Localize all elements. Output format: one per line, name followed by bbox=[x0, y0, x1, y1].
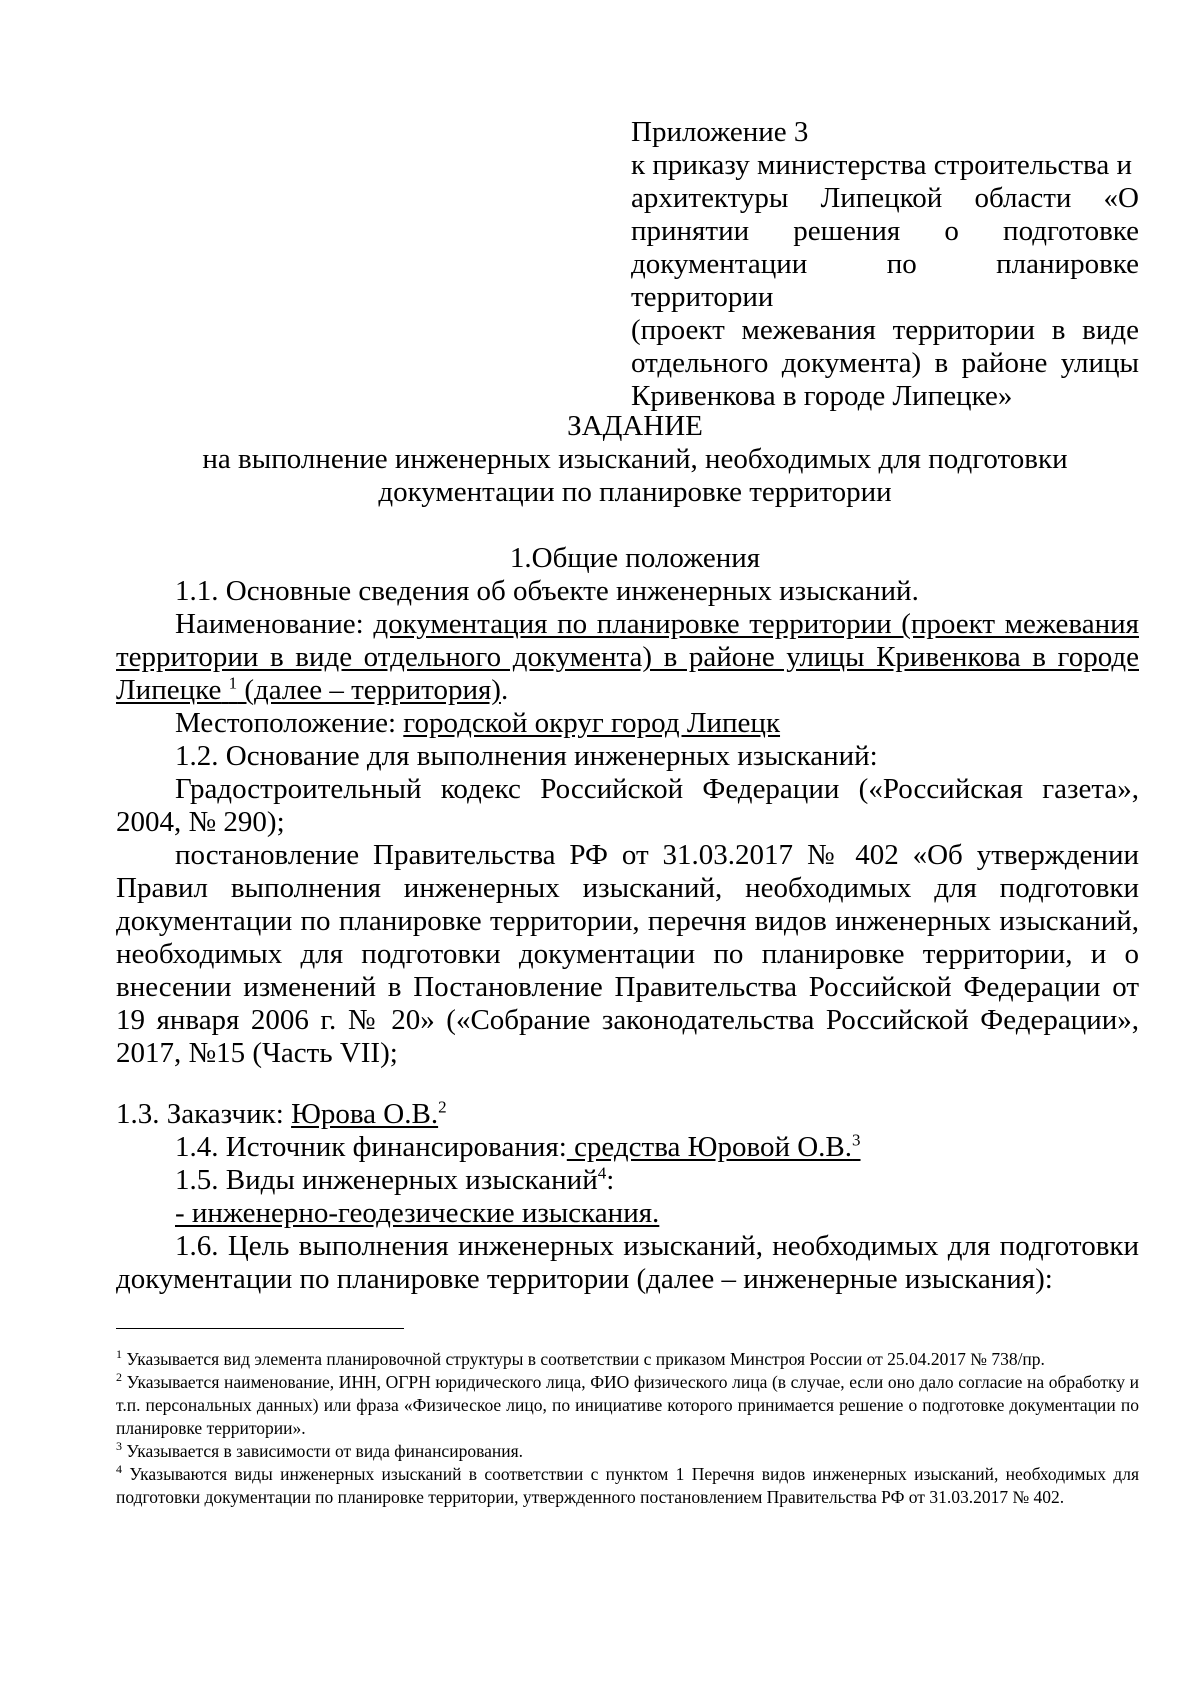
name-value-text: документация по планировке территории (проект межевания территории в виде отдельного документа) в районе улицы Кривенкова в городе Липецке bbox=[116, 608, 1139, 706]
footnote-2 bbox=[116, 1371, 1139, 1440]
funding-label: 1.4. Источник финансирования: bbox=[175, 1131, 567, 1163]
location-value: городской округ город Липецк bbox=[403, 707, 781, 739]
footnote-text: Указывается вид элемента планировочной структуры в соответствии с приказом Минстроя России от 25.04.2017 № 738/пр. bbox=[122, 1349, 1045, 1369]
section-body bbox=[116, 575, 1139, 1296]
paragraph-funding bbox=[116, 1131, 1139, 1164]
paragraph-customer bbox=[116, 1098, 1139, 1131]
footnote-number: 3 bbox=[116, 1439, 122, 1454]
appendix-line: архитектуры Липецкой области «О bbox=[631, 182, 1139, 214]
footnote-ref-1[interactable]: 1 bbox=[228, 673, 238, 693]
funding-value-text: средства Юровой О.В. bbox=[566, 1131, 853, 1163]
paragraph-types bbox=[116, 1164, 1139, 1197]
basis-item-1: Градостроительный кодекс Российской Федерации («Российская газета», 2004, № 290); bbox=[116, 773, 1139, 838]
appendix-line: отдельного документа) в районе улицы bbox=[631, 347, 1139, 379]
footnote-number: 4 bbox=[116, 1462, 122, 1477]
footnote-text: Указываются виды инженерных изысканий в соответствии с пунктом 1 Перечня видов инженерных изысканий, необходимых для подготовки документации по планировке территории, утвержденного постановлением Правительства РФ от 31.03.2017 № 402. bbox=[116, 1464, 1139, 1507]
customer-label: 1.3. Заказчик: bbox=[116, 1098, 292, 1130]
footnote-3 bbox=[116, 1440, 1139, 1463]
footnote-text: Указывается в зависимости от вида финансирования. bbox=[122, 1441, 524, 1461]
types-colon: : bbox=[606, 1164, 615, 1196]
footnote-1 bbox=[116, 1348, 1139, 1371]
name-label: Наименование: bbox=[175, 608, 374, 640]
footnote-ref-2[interactable]: 2 bbox=[438, 1097, 447, 1117]
location-label: Местоположение: bbox=[175, 707, 404, 739]
appendix-line: к приказу министерства строительства и bbox=[631, 149, 1132, 181]
footnote-number: 2 bbox=[116, 1370, 122, 1385]
footnote-ref-3[interactable]: 3 bbox=[852, 1130, 861, 1150]
footnotes bbox=[116, 1348, 1139, 1509]
types-label: 1.5. Виды инженерных изысканий bbox=[175, 1164, 598, 1196]
document-title: ЗАДАНИЕ bbox=[567, 410, 703, 442]
footnote-separator bbox=[116, 1328, 404, 1329]
appendix-block bbox=[631, 116, 1139, 413]
section-heading: 1.Общие положения bbox=[509, 542, 761, 574]
types-item-text: - инженерно-геодезические изыскания. bbox=[175, 1197, 660, 1229]
paragraph-name bbox=[116, 608, 1139, 707]
paragraph-1-2: 1.2. Основание для выполнения инженерных изысканий: bbox=[175, 740, 878, 772]
paragraph-1-1: 1.1. Основные сведения об объекте инженерных изысканий. bbox=[175, 575, 919, 607]
footnote-ref-4[interactable]: 4 bbox=[597, 1163, 607, 1183]
document-subtitle-line1: на выполнение инженерных изысканий, необходимых для подготовки bbox=[202, 443, 1068, 475]
paragraph-purpose: 1.6. Цель выполнения инженерных изысканий, необходимых для подготовки документации по планировке территории (далее – инженерные изыскания): bbox=[116, 1230, 1139, 1295]
footnote-4 bbox=[116, 1463, 1139, 1509]
types-item bbox=[116, 1197, 1139, 1230]
appendix-line: Кривенкова в городе Липецке» bbox=[631, 380, 1013, 412]
name-value-tail: (далее – территория) bbox=[237, 674, 501, 706]
footnote-text: Указывается наименование, ИНН, ОГРН юридического лица, ФИО физического лица (в случае, если оно дало согласие на обработку и т.п. персональных данных) или фраза «Физическое лицо, по инициативе которого принимается решение о подготовке документации по планировке территории». bbox=[116, 1372, 1139, 1438]
appendix-line: принятии решения о подготовке bbox=[631, 215, 1139, 247]
footnote-number: 1 bbox=[116, 1347, 122, 1362]
appendix-line: (проект межевания территории в виде bbox=[631, 314, 1139, 346]
appendix-line: Приложение 3 bbox=[631, 116, 809, 148]
funding-value bbox=[567, 1131, 861, 1163]
paragraph-location bbox=[116, 707, 1139, 740]
basis-item-2: постановление Правительства РФ от 31.03.2017 № 402 «Об утверждении Правил выполнения инженерных изысканий, необходимых для подготовки документации по планировке территории, перечня видов инженерных изысканий, необходимых для подготовки документации по планировке территории, и о внесении изменений в Постановление Правительства Российской Федерации от 19 января 2006 г. № 20» («Собрание законодательства Российской Федерации», 2017, №15 (Часть VII); bbox=[116, 839, 1139, 1069]
document-subtitle-line2: документации по планировке территории bbox=[378, 476, 892, 508]
appendix-line: документации по планировке территории bbox=[631, 248, 1139, 313]
name-end: . bbox=[500, 674, 509, 706]
customer-value: Юрова О.В. bbox=[291, 1098, 439, 1130]
